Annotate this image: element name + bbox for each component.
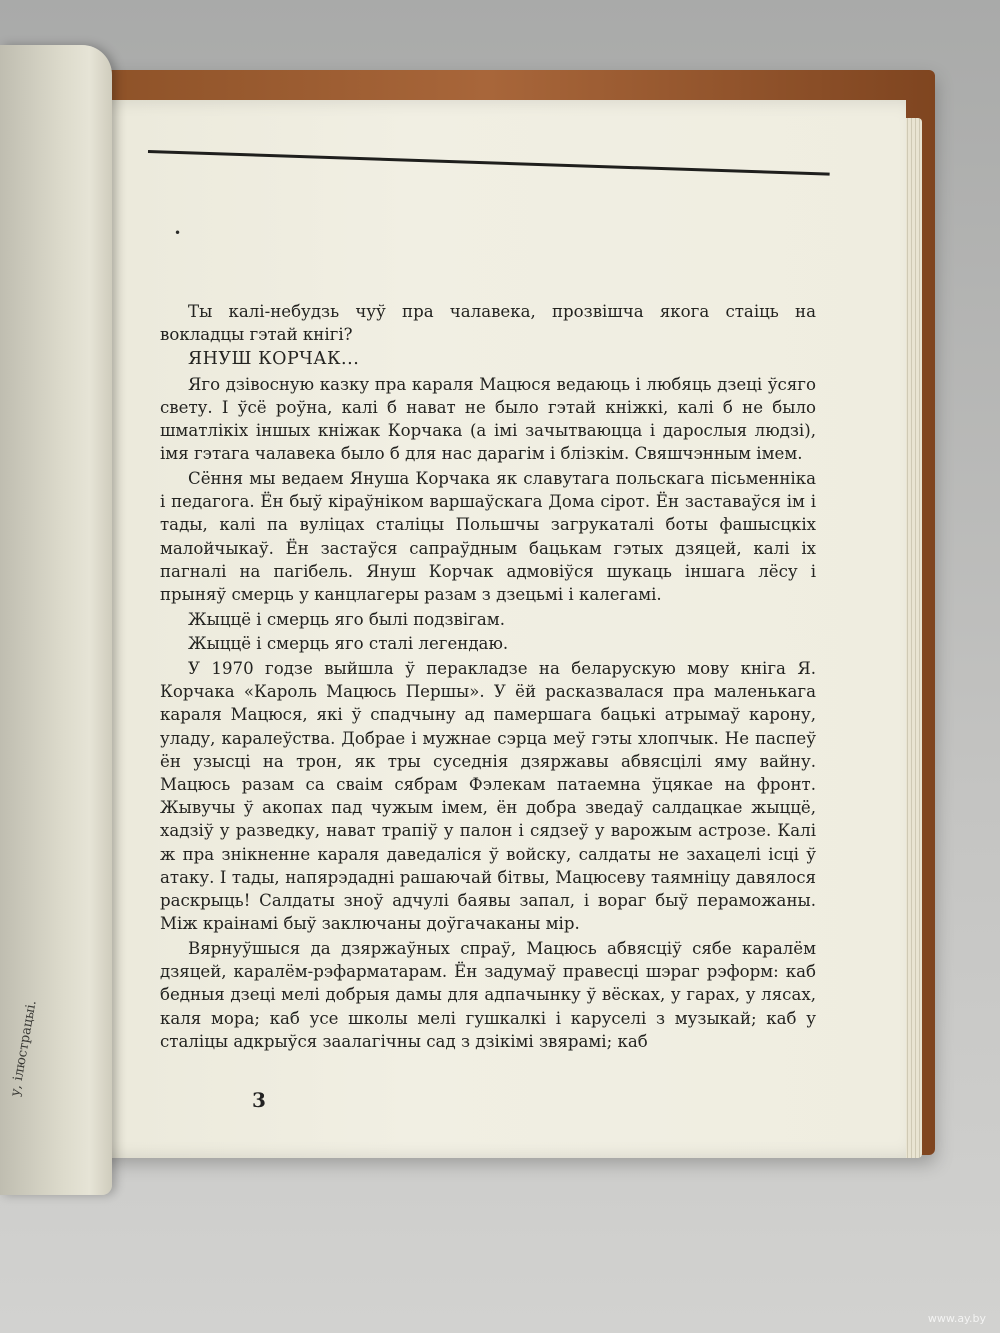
page-number: 3 [252,1088,266,1112]
ink-dot: • [174,226,182,240]
paragraph: Жыццё і смерць яго сталі легендаю. [188,634,509,654]
paragraph: Жыццё і смерць яго былі подзвігам. [188,609,505,629]
paragraph: Яго дзівосную казку пра караля Мацюся ведаюць і любяць дзеці ўсяго свету. І ўсё роўна, калі б нават не было гэтай кніжкі, калі б не было шматлікіх іншых кніжак Корчака (а імі зачытваюцца і дарослыя людзі), імя гэтага чалавека было б для нас дарагім і блізкім. Свяшчэнным імем. [160,374,816,464]
paragraph: Сёння мы ведаем Януша Корчака як славутага польскага пісьменніка і педагога. Ён быў кіраўніком варшаўскага Дома сірот. Ён заставаўся ім і тады, калі па вуліцах сталіцы Польшчы загрукаталі боты фашысцкіх малойчыкаў. Ён застаўся сапраўдным бацькам гэтых дзяцей, калі іх пагналі на пагібель. Януш Корчак адмовіўся шукаць іншага лёсу і прыняў смерць у канцлагеры разам з дзецьмі і калегамі. [160,468,816,604]
paragraph: Вярнуўшыся да дзяржаўных спраў, Мацюсь абвясціў сябе каралём дзяцей, каралём-рэфарматарам. Ён задумаў правесці шэраг рэформ: каб бедныя дзеці мелі добрыя дамы для адпачынку ў вёсках, у гарах, у лясах, каля мора; каб усе школы мелі гушкалкі і каруселі з музыкай; каб у сталіцы адкрыўся заалагічны сад з дзікімі звярамі; каб [160,938,816,1051]
author-heading: ЯНУШ КОРЧАК... [188,348,360,369]
watermark: www.ay.by [927,1312,986,1325]
left-page-margin-text: у, ілюстрацыі. [8,999,40,1098]
page-text [160,300,816,1055]
paragraph: У 1970 годзе выйшла ў перакладзе на беларускую мову кніга Я. Корчака «Кароль Мацюсь Першы». У ёй расказвалася пра маленькага караля Мацюся, які ў спадчыну ад памершага бацькі атрымаў карону, уладу, каралеўства. Добрае і мужнае сэрца меў гэты хлопчык. Не паспеў ён узысці на трон, як тры суседнія дзяржавы абвясцілі яму вайну. Мацюсь разам са сваім сябрам Фэлекам патаемна ўцякае на фронт. Жывучы ў акопах пад чужым імем, ён добра зведаў салдацкае жыццё, хадзіў у разведку, нават трапіў у палон і сядзеў у варожым астрозе. Калі ж пра знікненне караля даведаліся ў войску, салдаты не захацелі ісці ў атаку. І тады, напярэдадні рашаючай бітвы, Мацюсеву таямніцу давялося раскрыць! Салдаты зноў адчулі баявы запал, і вораг быў пераможаны. Між краінамі быў заключаны доўгачаканы мір. [160,659,816,934]
left-page [0,45,112,1195]
paragraph: Ты калі-небудзь чуў пра чалавека, прозвішча якога стаіць на вокладцы гэтай кнігі? [160,302,816,345]
